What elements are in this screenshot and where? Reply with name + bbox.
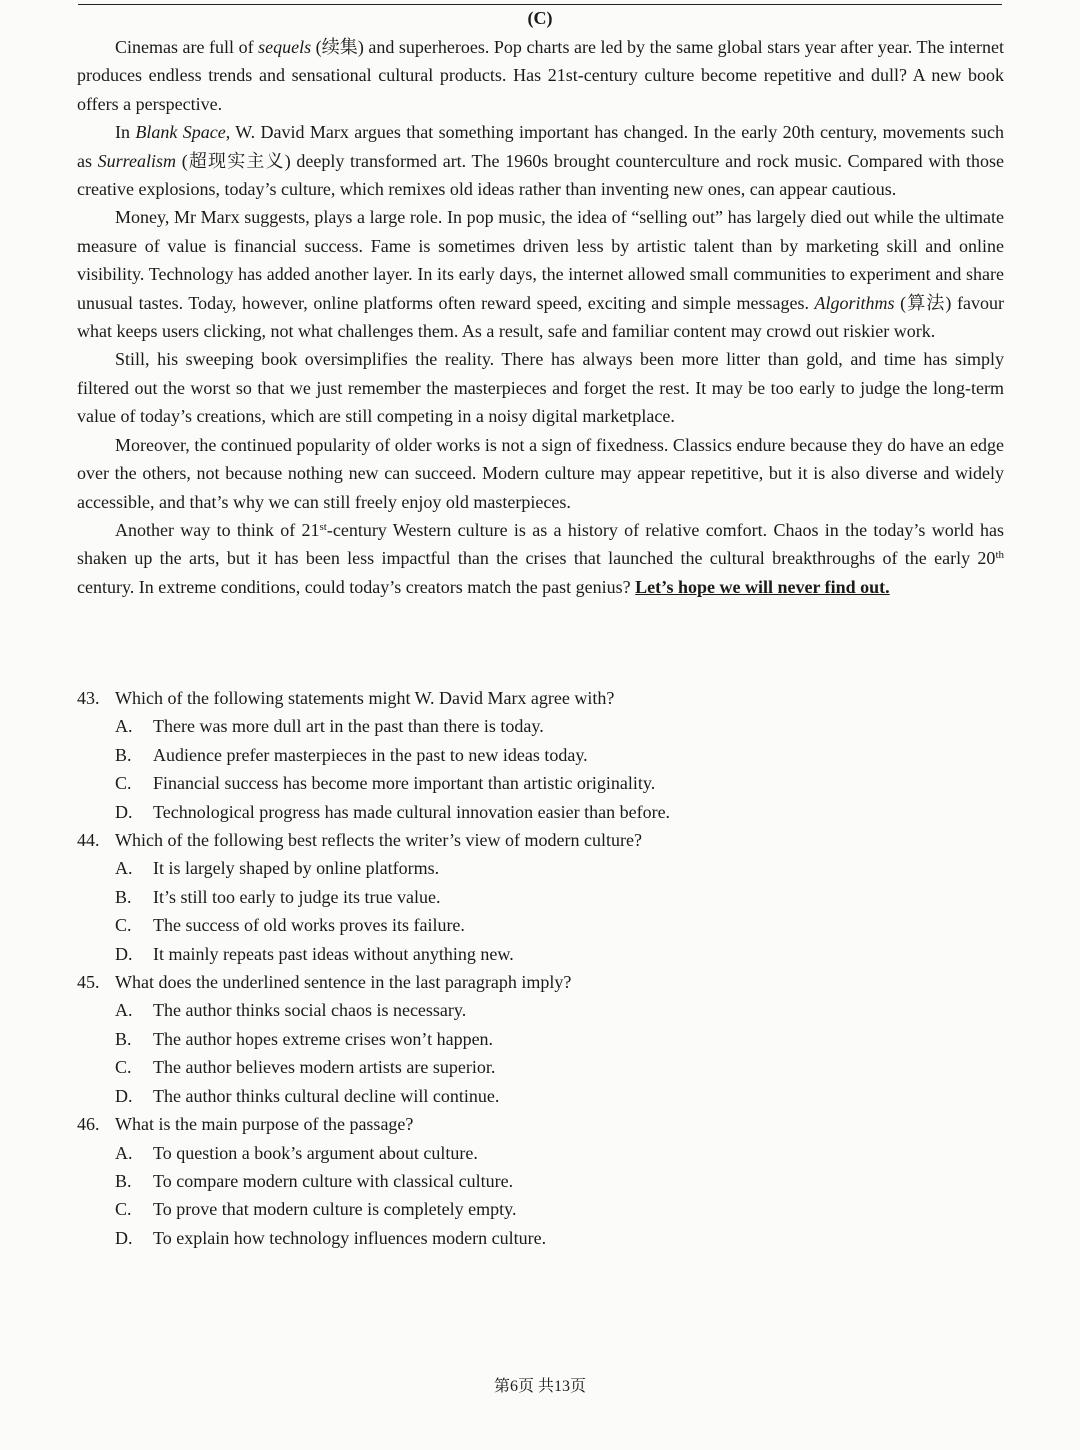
question-stem [77, 684, 1004, 712]
underlined-sentence: Let’s hope we will never find out. [635, 576, 890, 597]
option-b [77, 741, 1004, 769]
option-text: To prove that modern culture is completely empty. [153, 1199, 517, 1220]
option-a [77, 712, 1004, 740]
italic-term: Algorithms [814, 292, 895, 313]
option-text: To question a book’s argument about culture. [153, 1142, 478, 1163]
question-46 [77, 1110, 1004, 1252]
option-text: Technological progress has made cultural innovation easier than before. [153, 801, 671, 822]
question-text: Which of the following best reflects the writer’s view of modern culture? [115, 830, 642, 851]
question-list [77, 684, 1004, 1252]
paragraph-6 [77, 516, 1004, 601]
option-letter: B. [115, 1028, 132, 1049]
option-text: To explain how technology influences modern culture. [153, 1227, 547, 1248]
paragraph-4: Still, his sweeping book oversimplifies the reality. There has always been more litter than gold, and time has simply filtered out the worst so that we just remember the masterpieces and forget the rest. It may be too early to judge the long-term value of today’s creations, which are still competing in a noisy digital marketplace. [77, 349, 1004, 427]
option-c [77, 1195, 1004, 1223]
text-span: Another way to think of 21 [115, 519, 320, 540]
question-44 [77, 826, 1004, 968]
option-letter: D. [115, 943, 133, 964]
text-span: Cinemas are full of [115, 37, 259, 57]
text-span: Money, Mr Marx suggests, plays a large role. In pop music, the idea of “selling out” has largely died out while the ultimate measure of value is financial success. Fame is sometimes driven less by artistic talent than by marketing skill and online visibility. Technology has added another layer. In its early days, the internet allowed small communities to experiment and share unusual tastes. Today, however, online platforms often reward speed, exciting and simple messages. [77, 207, 1004, 313]
superscript: st [319, 520, 327, 533]
option-text: The author thinks cultural decline will continue. [153, 1085, 500, 1106]
question-stem [77, 968, 1004, 996]
reading-passage [77, 33, 1004, 601]
question-43 [77, 684, 1004, 826]
italic-term: Surrealism [97, 150, 177, 171]
top-divider [78, 4, 1002, 5]
option-letter: C. [115, 773, 132, 794]
option-a [77, 1139, 1004, 1167]
option-letter: A. [115, 716, 133, 737]
option-letter: B. [115, 1170, 132, 1191]
option-b [77, 1167, 1004, 1195]
paragraph-5: Moreover, the continued popularity of older works is not a sign of fixedness. Classics endure because they do have an edge over the others, not because nothing new can succeed. Modern culture may appear repetitive, but it is also diverse and widely accessible, and that’s why we can still freely enjoy old masterpieces. [77, 434, 1004, 512]
option-b [77, 883, 1004, 911]
text-span: (算法) favour what keeps users clicking, not what challenges them. As a result, safe and familiar content may crowd out riskier work. [77, 292, 1004, 342]
question-number: 44. [77, 830, 100, 851]
option-d [77, 1224, 1004, 1252]
option-letter: A. [115, 1000, 133, 1021]
option-text: There was more dull art in the past than there is today. [153, 716, 544, 737]
question-number: 43. [77, 688, 100, 708]
option-c [77, 769, 1004, 797]
question-text: What is the main purpose of the passage? [115, 1114, 414, 1135]
text-span: century. In extreme conditions, could today’s creators match the past genius? [77, 576, 636, 597]
text-span: , W. David Marx argues that something important has changed. In the early 20th century, movements such as [77, 122, 1005, 171]
option-a [77, 996, 1004, 1024]
option-text: Financial success has become more important than artistic originality. [153, 773, 656, 794]
question-stem [77, 826, 1004, 854]
question-number: 45. [77, 972, 100, 993]
paragraph-2 [77, 118, 1004, 203]
option-text: To compare modern culture with classical culture. [153, 1170, 514, 1191]
page-indicator: 第6页 共13页 [493, 1378, 586, 1395]
option-letter: B. [115, 744, 132, 765]
text-span: (超现实主义) deeply transformed art. The 1960s brought counterculture and rock music. Compared with those creative explosions, today’s culture, which remixes old ideas rather than inventing new ones, can appear cautious. [77, 150, 1004, 200]
option-text: The author believes modern artists are superior. [153, 1057, 496, 1078]
option-text: Audience prefer masterpieces in the past to new ideas today. [153, 744, 588, 765]
option-letter: D. [115, 801, 133, 822]
option-a [77, 854, 1004, 882]
option-text: The author hopes extreme crises won’t happen. [153, 1028, 494, 1049]
option-letter: D. [115, 1085, 133, 1106]
question-number: 46. [77, 1114, 100, 1135]
option-b [77, 1025, 1004, 1053]
option-text: It mainly repeats past ideas without anything new. [153, 943, 514, 964]
option-letter: C. [115, 1199, 132, 1220]
option-letter: C. [115, 1057, 132, 1078]
text-span: In [115, 122, 136, 143]
question-text: Which of the following statements might W. David Marx agree with? [115, 688, 615, 708]
text-span: -century Western culture is as a history of relative comfort. Chaos in the today’s world has shaken up the arts, but it has been less impactful than the crises that launched the cultural breakthroughs of the early 20 [77, 519, 1004, 569]
option-letter: D. [115, 1227, 133, 1248]
book-title: Blank Space [135, 122, 226, 143]
text-span: (续集) and superheroes. Pop charts are led by the same global stars year after year. The internet produces endless trends and sensational cultural products. Has 21st-century culture become repetitive and dull? A new book offers a perspective. [77, 37, 1004, 114]
option-text: The author thinks social chaos is necessary. [153, 1000, 467, 1021]
italic-term: sequels [258, 37, 312, 57]
option-letter: B. [115, 886, 132, 907]
section-label: (C) [527, 8, 553, 28]
option-letter: C. [115, 915, 132, 936]
option-text: It’s still too early to judge its true value. [153, 886, 441, 907]
paragraph-1 [77, 33, 1004, 118]
paragraph-3 [77, 203, 1004, 345]
superscript: th [995, 549, 1004, 562]
question-45 [77, 968, 1004, 1110]
option-d [77, 1082, 1004, 1110]
option-letter: A. [115, 1142, 133, 1163]
option-d [77, 798, 1004, 826]
option-d [77, 940, 1004, 968]
option-text: It is largely shaped by online platforms. [153, 858, 440, 879]
option-text: The success of old works proves its failure. [153, 915, 465, 936]
option-c [77, 911, 1004, 939]
question-stem [77, 1110, 1004, 1138]
question-text: What does the underlined sentence in the last paragraph imply? [115, 972, 572, 993]
option-letter: A. [115, 858, 133, 879]
option-c [77, 1053, 1004, 1081]
